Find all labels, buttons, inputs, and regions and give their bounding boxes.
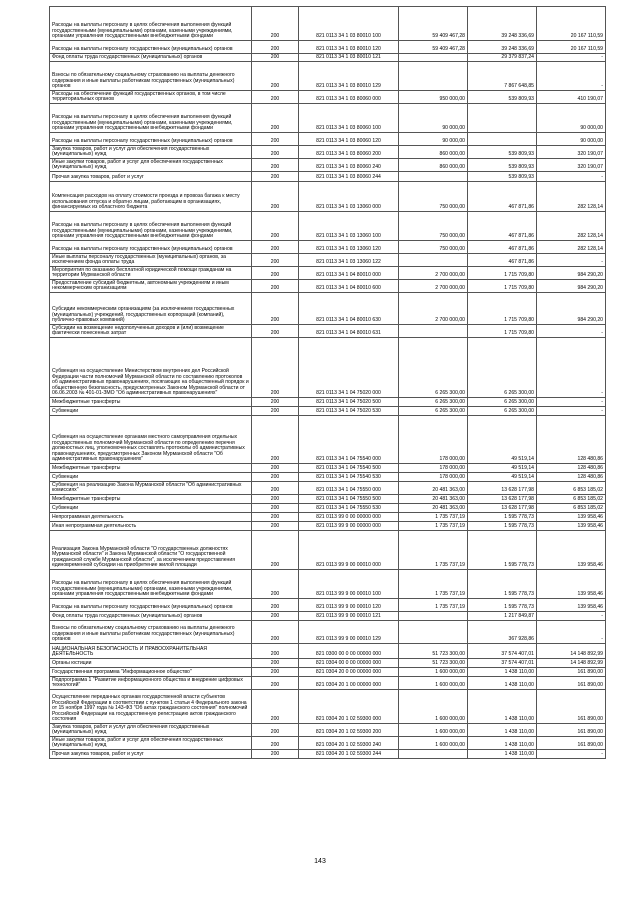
row-approved-cell: 1 600 000,00 [399,737,468,750]
table-row [50,416,606,464]
row-approved-cell: 178 000,00 [399,416,468,464]
table-row [50,146,606,159]
row-approved-cell: 950 000,00 [399,91,468,104]
row-budget-code-cell: 821 0113 99 9 00 00010 129 [299,621,399,644]
row-name-cell: Органы юстиции [50,659,252,668]
row-executed-cell: 1 595 778,73 [468,513,537,522]
row-approved-cell [399,254,468,267]
row-name-cell: Расходы на выплаты персоналу государственных (муниципальных) органов [50,133,252,146]
row-budget-code-cell: 821 0113 34 1 03 80010 120 [299,41,399,54]
row-budget-code-cell: 821 0304 20 1 02 59300 000 [299,690,399,724]
table-row [50,570,606,599]
row-name-cell: Расходы на выплаты персоналу государственных (муниципальных) органов [50,241,252,254]
table-row [50,464,606,473]
row-budget-code-cell: 821 0113 34 1 04 80010 000 [299,267,399,280]
row-name-cell: Субвенция на реализацию Закона Мурманской области "Об административных комиссиях" [50,482,252,495]
row-unexecuted-cell: 6 853 185,02 [537,495,606,504]
row-unexecuted-cell: 139 958,46 [537,522,606,531]
row-approved-cell [399,612,468,621]
row-name-cell: Подпрограмма 1 "Развитие информационного общества и внедрение цифровых технологий" [50,677,252,690]
table-row [50,522,606,531]
table-row [50,482,606,495]
row-approved-cell [399,621,468,644]
row-budget-code-cell: 821 0113 99 0 00 00000 000 [299,513,399,522]
row-budget-code-cell: 821 0304 20 1 02 59300 200 [299,724,399,737]
row-unexecuted-cell: 139 958,46 [537,570,606,599]
row-executed-cell: 467 871,86 [468,182,537,212]
row-unexecuted-cell: 128 480,86 [537,464,606,473]
table-row [50,54,606,62]
row-approved-cell: 2 700 000,00 [399,267,468,280]
row-name-cell: Закупка товаров, работ и услуг для обеспечения государственных (муниципальных) нужд [50,724,252,737]
row-budget-code-cell: 821 0113 34 1 04 80010 600 [299,280,399,293]
row-budget-code-cell: 821 0113 34 1 03 80010 100 [299,7,399,41]
row-name-cell: Прочая закупка товаров, работ и услуг [50,750,252,759]
row-name-cell: Расходы на выплаты персоналу в целях обеспечения выполнения функций государственными (муниципальными) органами, казенными учреждениями, органами управления государственными внебюджетными фондами [50,7,252,41]
table-row [50,737,606,750]
table-row [50,677,606,690]
row-executed-cell: 1 595 778,73 [468,599,537,612]
table-row [50,398,606,407]
row-unexecuted-cell: 6 853 185,02 [537,482,606,495]
row-budget-code-cell: 821 0113 34 1 03 80010 129 [299,62,399,91]
table-row [50,473,606,482]
row-unexecuted-cell: 139 958,46 [537,599,606,612]
table-row [50,267,606,280]
row-line-code-cell: 200 [252,280,299,293]
table-row [50,172,606,182]
row-approved-cell: 178 000,00 [399,473,468,482]
row-executed-cell: 1 595 778,73 [468,531,537,570]
row-line-code-cell: 200 [252,182,299,212]
row-line-code-cell: 200 [252,677,299,690]
row-line-code-cell: 200 [252,621,299,644]
table-row [50,241,606,254]
row-line-code-cell: 200 [252,62,299,91]
row-approved-cell: 59 409 467,28 [399,41,468,54]
row-line-code-cell: 200 [252,41,299,54]
row-approved-cell: 750 000,00 [399,182,468,212]
row-approved-cell [399,172,468,182]
row-unexecuted-cell: 161 890,00 [537,690,606,724]
row-budget-code-cell: 821 0113 99 9 00 00010 120 [299,599,399,612]
row-budget-code-cell: 821 0113 34 1 04 75020 000 [299,338,399,398]
row-line-code-cell: 200 [252,737,299,750]
row-unexecuted-cell: 128 480,86 [537,473,606,482]
row-name-cell: Иные закупки товаров, работ и услуг для обеспечения государственных (муниципальных) нужд [50,737,252,750]
row-name-cell: Расходы на выплаты персоналу в целях обеспечения выполнения функций государственными (муниципальными) органами, казенными учреждениями, органами управления государственными внебюджетными фондами [50,570,252,599]
row-unexecuted-cell: - [537,750,606,759]
row-line-code-cell: 200 [252,668,299,677]
row-executed-cell: 1 438 110,00 [468,690,537,724]
row-executed-cell: 1 595 778,73 [468,522,537,531]
row-budget-code-cell: 821 0113 34 1 04 75540 530 [299,473,399,482]
row-unexecuted-cell: 282 128,14 [537,212,606,241]
row-unexecuted-cell: 282 128,14 [537,182,606,212]
row-budget-code-cell: 821 0113 34 1 03 80060 244 [299,172,399,182]
row-name-cell: Государственная программа "Информационное общество" [50,668,252,677]
table-row [50,690,606,724]
row-budget-code-cell: 821 0300 00 0 00 00000 000 [299,644,399,659]
row-name-cell: Расходы на выплаты персоналу государственных (муниципальных) органов [50,599,252,612]
row-approved-cell: 20 481 363,00 [399,504,468,513]
row-budget-code-cell: 821 0113 34 1 03 13060 122 [299,254,399,267]
row-unexecuted-cell: 984 290,20 [537,267,606,280]
table-row [50,212,606,241]
table-row [50,495,606,504]
row-approved-cell: 1 735 737,19 [399,599,468,612]
row-unexecuted-cell: 984 290,20 [537,280,606,293]
row-approved-cell: 2 700 000,00 [399,280,468,293]
row-executed-cell: 49 519,14 [468,473,537,482]
row-executed-cell: 467 871,86 [468,212,537,241]
row-name-cell: Мероприятия по оказанию бесплатной юридической помощи гражданам на территории Мурманской области [50,267,252,280]
row-name-cell: Расходы на выплаты персоналу государственных (муниципальных) органов [50,41,252,54]
row-unexecuted-cell: 20 167 110,59 [537,7,606,41]
row-unexecuted-cell: 90 000,00 [537,133,606,146]
row-unexecuted-cell: - [537,338,606,398]
row-executed-cell: 539 809,93 [468,146,537,159]
row-unexecuted-cell: - [537,54,606,62]
row-budget-code-cell: 821 0304 20 1 00 00000 000 [299,677,399,690]
row-approved-cell: 90 000,00 [399,133,468,146]
row-unexecuted-cell: 161 890,00 [537,677,606,690]
row-executed-cell: 539 809,93 [468,91,537,104]
row-unexecuted-cell: - [537,254,606,267]
row-line-code-cell: 200 [252,690,299,724]
row-name-cell: НАЦИОНАЛЬНАЯ БЕЗОПАСНОСТЬ И ПРАВООХРАНИТЕЛЬНАЯ ДЕЯТЕЛЬНОСТЬ [50,644,252,659]
row-budget-code-cell: 821 0113 34 1 03 80060 240 [299,159,399,172]
row-unexecuted-cell: 320 190,07 [537,159,606,172]
row-executed-cell: 539 809,93 [468,159,537,172]
row-name-cell: Субсидии на возмещение недополученных доходов и (или) возмещение фактически понесенных затрат [50,325,252,338]
row-approved-cell: 1 735 737,19 [399,513,468,522]
row-unexecuted-cell: 14 148 892,99 [537,644,606,659]
row-line-code-cell: 200 [252,495,299,504]
row-budget-code-cell: 821 0113 34 1 03 13060 120 [299,241,399,254]
row-executed-cell: 539 809,93 [468,172,537,182]
row-unexecuted-cell: 161 890,00 [537,737,606,750]
row-unexecuted-cell: 984 290,20 [537,293,606,325]
row-line-code-cell: 200 [252,325,299,338]
row-budget-code-cell: 821 0113 34 1 03 80060 100 [299,104,399,133]
row-executed-cell: 6 265 300,00 [468,398,537,407]
row-line-code-cell: 200 [252,513,299,522]
table-row [50,644,606,659]
row-approved-cell: 1 600 000,00 [399,724,468,737]
row-approved-cell [399,62,468,91]
row-line-code-cell: 200 [252,570,299,599]
row-name-cell: Субсидии некоммерческим организациям (за исключением государственных (муниципальных) учреждений, государственных корпораций (компаний), публично-правовых компаний) [50,293,252,325]
row-unexecuted-cell: - [537,325,606,338]
row-executed-cell: 1 438 110,00 [468,668,537,677]
page-number: 143 [314,858,326,865]
row-name-cell: Непрограммная деятельность [50,513,252,522]
row-executed-cell: 1 715 709,80 [468,267,537,280]
table-row [50,599,606,612]
row-unexecuted-cell: 139 958,46 [537,513,606,522]
row-line-code-cell: 200 [252,659,299,668]
table-row [50,325,606,338]
row-budget-code-cell: 821 0113 34 1 03 80010 121 [299,54,399,62]
row-name-cell: Субвенция на осуществление органами местного самоуправления отдельных государственных полномочий Мурманской области по определению перечня должностных лиц, уполномоченных составлять протоколы об административных правонарушениях, предусмотренных Законом Мурманской области "Об административных правонарушениях" [50,416,252,464]
row-unexecuted-cell: - [537,62,606,91]
row-approved-cell: 59 409 467,28 [399,7,468,41]
row-budget-code-cell: 821 0113 99 9 00 00010 121 [299,612,399,621]
row-unexecuted-cell: - [537,398,606,407]
row-approved-cell: 90 000,00 [399,104,468,133]
row-line-code-cell: 200 [252,407,299,416]
row-line-code-cell: 200 [252,750,299,759]
row-name-cell: Иные закупки товаров, работ и услуг для обеспечения государственных (муниципальных) нужд [50,159,252,172]
table-row [50,254,606,267]
row-name-cell: Субвенции [50,504,252,513]
row-line-code-cell: 200 [252,473,299,482]
row-executed-cell: 1 715 709,80 [468,325,537,338]
row-budget-code-cell: 821 0113 34 1 04 75020 500 [299,398,399,407]
row-unexecuted-cell: - [537,612,606,621]
table-row [50,659,606,668]
row-approved-cell [399,54,468,62]
row-name-cell: Межбюджетные трансферты [50,398,252,407]
row-executed-cell: 13 628 177,98 [468,482,537,495]
row-name-cell: Закупка товаров, работ и услуг для обеспечения государственных (муниципальных) нужд [50,146,252,159]
row-name-cell: Субвенции [50,473,252,482]
row-approved-cell: 1 735 737,19 [399,522,468,531]
row-line-code-cell: 200 [252,599,299,612]
row-line-code-cell: 200 [252,104,299,133]
row-unexecuted-cell: 14 148 892,99 [537,659,606,668]
row-budget-code-cell: 821 0113 34 1 03 13060 000 [299,182,399,212]
table-row [50,62,606,91]
table-row [50,104,606,133]
row-budget-code-cell: 821 0113 34 1 04 75550 000 [299,482,399,495]
row-name-cell: Расходы на обеспечение функций государственных органов, в том числе территориальных органов [50,91,252,104]
row-executed-cell: 1 438 110,00 [468,724,537,737]
row-budget-code-cell: 821 0113 34 1 04 75540 500 [299,464,399,473]
row-line-code-cell: 200 [252,338,299,398]
row-name-cell: Реализация Закона Мурманской области "О государственных должностях Мурманской области" и Закона Мурманской области "О государственной гражданской службе Мурманской области", за исключением предоставления единовременной субсидии на приобретение жилой площади [50,531,252,570]
row-line-code-cell: 200 [252,416,299,464]
row-name-cell: Расходы на выплаты персоналу в целях обеспечения выполнения функций государственными (муниципальными) органами, казенными учреждениями, органами управления государственными внебюджетными фондами [50,212,252,241]
row-approved-cell: 1 600 000,00 [399,668,468,677]
row-budget-code-cell: 821 0113 34 1 04 75540 000 [299,416,399,464]
row-name-cell: Фонд оплаты труда государственных (муниципальных) органов [50,612,252,621]
row-name-cell: Иные выплаты персоналу государственных (муниципальных) органов, за исключением фонда оплаты труда [50,254,252,267]
row-executed-cell: 39 248 336,69 [468,7,537,41]
row-unexecuted-cell: - [537,172,606,182]
table-row [50,182,606,212]
row-unexecuted-cell: - [537,621,606,644]
row-approved-cell: 1 600 000,00 [399,690,468,724]
row-line-code-cell: 200 [252,146,299,159]
row-unexecuted-cell: 320 190,07 [537,146,606,159]
row-executed-cell: 49 519,14 [468,416,537,464]
row-executed-cell: 367 928,86 [468,621,537,644]
row-executed-cell: 467 871,86 [468,241,537,254]
row-line-code-cell: 200 [252,482,299,495]
row-line-code-cell: 200 [252,254,299,267]
row-budget-code-cell: 821 0304 20 0 00 00000 000 [299,668,399,677]
row-budget-code-cell: 821 0113 99 9 00 00000 000 [299,522,399,531]
row-budget-code-cell: 821 0113 34 1 04 80010 630 [299,293,399,325]
table-row [50,724,606,737]
row-executed-cell: 6 265 300,00 [468,338,537,398]
row-line-code-cell: 200 [252,293,299,325]
row-line-code-cell: 200 [252,464,299,473]
row-line-code-cell: 200 [252,644,299,659]
row-name-cell: Субвенция на осуществление Министерством внутренних дел Российской Федерации части полномочий Мурманской области по составлению протоколов об административных правонарушениях, посягающих на общественный порядок и общественную безопасность, предусмотренных Законом Мурманской области от 06.06.2003 № 401-01-ЗМО "Об административных правонарушениях" [50,338,252,398]
row-approved-cell: 6 265 300,00 [399,407,468,416]
row-line-code-cell: 200 [252,612,299,621]
row-executed-cell: 37 574 407,01 [468,659,537,668]
table-row [50,668,606,677]
row-line-code-cell: 200 [252,241,299,254]
row-unexecuted-cell: 139 958,46 [537,531,606,570]
row-line-code-cell: 200 [252,159,299,172]
table-row [50,91,606,104]
row-unexecuted-cell: 161 890,00 [537,668,606,677]
row-approved-cell: 20 481 363,00 [399,482,468,495]
row-executed-cell: 1 715 709,80 [468,280,537,293]
row-line-code-cell: 200 [252,267,299,280]
table-row [50,41,606,54]
row-executed-cell: 1 438 110,00 [468,750,537,759]
row-name-cell: Иная непрограммная деятельность [50,522,252,531]
row-unexecuted-cell: 20 167 110,59 [537,41,606,54]
row-executed-cell: 1 438 110,00 [468,737,537,750]
row-executed-cell: 37 574 407,01 [468,644,537,659]
table-row [50,531,606,570]
table-body [50,7,606,759]
row-approved-cell [399,750,468,759]
row-line-code-cell: 200 [252,172,299,182]
row-name-cell: Фонд оплаты труда государственных (муниципальных) органов [50,54,252,62]
row-budget-code-cell: 821 0113 34 1 04 80010 631 [299,325,399,338]
row-approved-cell: 860 000,00 [399,146,468,159]
row-name-cell: Осуществление переданных органам государственной власти субъектов Российской Федерации в соответствии с пунктом 1 статьи 4 Федерального закона от 15 ноября 1997 года № 143-ФЗ "Об актах гражданского состояния" полномочий Российской Федерации на государственную регистрацию актов гражданского состояния [50,690,252,724]
row-line-code-cell: 200 [252,91,299,104]
row-name-cell: Межбюджетные трансферты [50,464,252,473]
row-unexecuted-cell: 161 890,00 [537,724,606,737]
row-line-code-cell: 200 [252,212,299,241]
table-row [50,338,606,398]
row-budget-code-cell: 821 0113 34 1 04 75020 530 [299,407,399,416]
table-row [50,133,606,146]
row-budget-code-cell: 821 0113 34 1 03 80060 200 [299,146,399,159]
row-budget-code-cell: 821 0113 34 1 04 75550 500 [299,495,399,504]
row-approved-cell: 6 265 300,00 [399,398,468,407]
row-approved-cell: 51 723 300,00 [399,659,468,668]
row-budget-code-cell: 821 0113 99 9 00 00010 000 [299,531,399,570]
row-approved-cell: 1 735 737,19 [399,531,468,570]
table-row [50,407,606,416]
row-budget-code-cell: 821 0113 34 1 04 75550 530 [299,504,399,513]
row-executed-cell: 13 628 177,98 [468,495,537,504]
row-budget-code-cell: 821 0304 20 1 02 59300 240 [299,737,399,750]
row-approved-cell: 51 723 300,00 [399,644,468,659]
row-line-code-cell: 200 [252,522,299,531]
budget-execution-table [49,6,606,759]
row-line-code-cell: 200 [252,531,299,570]
row-executed-cell: 6 265 300,00 [468,407,537,416]
row-budget-code-cell: 821 0304 20 1 02 59300 244 [299,750,399,759]
row-line-code-cell: 200 [252,54,299,62]
row-budget-code-cell: 821 0113 34 1 03 80060 000 [299,91,399,104]
row-executed-cell: 13 628 177,98 [468,504,537,513]
row-approved-cell: 750 000,00 [399,241,468,254]
row-executed-cell: 29 379 837,24 [468,54,537,62]
row-line-code-cell: 200 [252,7,299,41]
row-line-code-cell: 200 [252,724,299,737]
table-row [50,612,606,621]
row-unexecuted-cell: 90 000,00 [537,104,606,133]
table-row [50,504,606,513]
row-executed-cell: 1 715 709,80 [468,293,537,325]
row-executed-cell: 49 519,14 [468,464,537,473]
row-executed-cell: 39 248 336,69 [468,41,537,54]
table-row [50,159,606,172]
table-row [50,293,606,325]
row-unexecuted-cell: 6 853 185,02 [537,504,606,513]
table-row [50,7,606,41]
row-unexecuted-cell: 128 480,86 [537,416,606,464]
row-approved-cell: 6 265 300,00 [399,338,468,398]
row-approved-cell: 750 000,00 [399,212,468,241]
row-approved-cell: 1 600 000,00 [399,677,468,690]
row-approved-cell: 20 481 363,00 [399,495,468,504]
row-executed-cell [468,104,537,133]
row-name-cell: Субвенции [50,407,252,416]
row-name-cell: Прочая закупка товаров, работ и услуг [50,172,252,182]
row-name-cell: Межбюджетные трансферты [50,495,252,504]
row-name-cell: Взносы по обязательному социальному страхованию на выплаты денежного содержания и иные выплаты работникам государственных (муниципальных) органов [50,62,252,91]
row-executed-cell: 467 871,86 [468,254,537,267]
row-executed-cell [468,133,537,146]
table-row [50,280,606,293]
row-line-code-cell: 200 [252,133,299,146]
row-executed-cell: 7 867 648,85 [468,62,537,91]
row-executed-cell: 1 438 110,00 [468,677,537,690]
row-name-cell: Расходы на выплаты персоналу в целях обеспечения выполнения функций государственными (муниципальными) органами, казенными учреждениями, органами управления государственными внебюджетными фондами [50,104,252,133]
row-budget-code-cell: 821 0304 00 0 00 00000 000 [299,659,399,668]
row-executed-cell: 1 217 849,87 [468,612,537,621]
row-approved-cell [399,325,468,338]
row-name-cell: Предоставление субсидий бюджетным, автономным учреждениям и иным некоммерческим организациям [50,280,252,293]
row-unexecuted-cell: 282 128,14 [537,241,606,254]
row-name-cell: Компенсация расходов на оплату стоимости проезда и провоза багажа к месту использования отпуска и обратно лицам, работающим в организациях, финансируемых из областного бюджета [50,182,252,212]
table-row [50,621,606,644]
row-budget-code-cell: 821 0113 34 1 03 13060 100 [299,212,399,241]
row-name-cell: Взносы по обязательному социальному страхованию на выплаты денежного содержания и иные выплаты работникам государственных (муниципальных) органов [50,621,252,644]
row-budget-code-cell: 821 0113 99 9 00 00010 100 [299,570,399,599]
table-row [50,750,606,759]
row-executed-cell: 1 595 778,73 [468,570,537,599]
row-unexecuted-cell: - [537,407,606,416]
row-approved-cell: 178 000,00 [399,464,468,473]
row-approved-cell: 860 000,00 [399,159,468,172]
row-budget-code-cell: 821 0113 34 1 03 80060 120 [299,133,399,146]
row-approved-cell: 1 735 737,19 [399,570,468,599]
row-unexecuted-cell: 410 190,07 [537,91,606,104]
row-line-code-cell: 200 [252,504,299,513]
row-approved-cell: 2 700 000,00 [399,293,468,325]
row-line-code-cell: 200 [252,398,299,407]
table-row [50,513,606,522]
